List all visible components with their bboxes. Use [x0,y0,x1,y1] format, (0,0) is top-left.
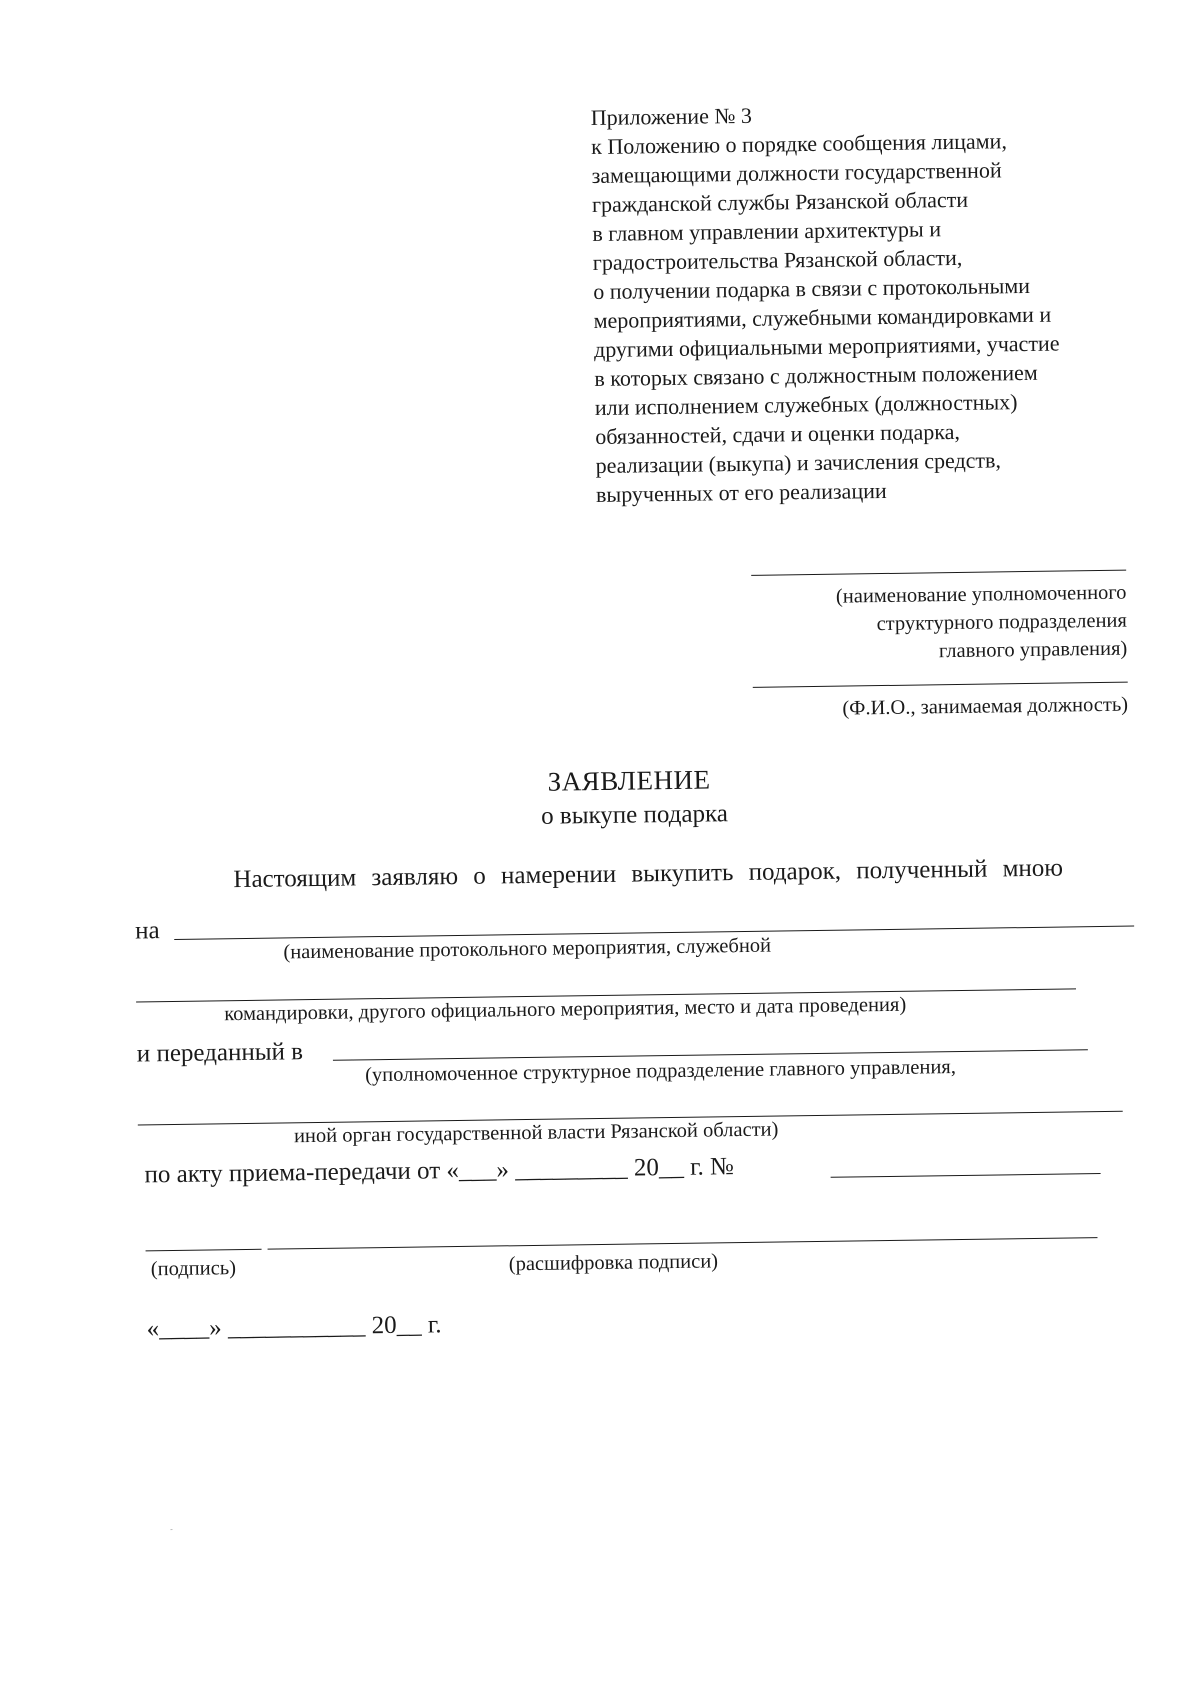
annex-line: Приложение № 3 [590,102,753,131]
on-label: на [134,917,160,945]
annex-line: градостроительства Рязанской области, [592,244,963,276]
signature-caption: (подпись) [150,1257,237,1281]
annex-line: о получении подарка в связи с протокольными [593,272,1031,305]
annex-line: замещающими должности государственной [591,157,1002,189]
recipient-field-line [751,570,1126,576]
transferred-label: и переданный в [136,1038,304,1068]
annex-line: к Положению о порядке сообщения лицами, [591,128,1008,160]
signature-decoding-line [268,1237,1098,1250]
act-number-line [831,1173,1101,1178]
event-caption-1: (наименование протокольного мероприятия, служебной [283,934,772,964]
annex-line: другими официальными мероприятиями, участие [593,330,1060,363]
annex-line: вырученных от его реализации [595,477,887,508]
unit-caption-2: иной орган государственной власти Рязанской области) [293,1118,779,1148]
annex-line: в которых связано с должностным положением [594,359,1038,392]
recipient-caption: (наименование уполномоченного [835,581,1127,608]
annex-block [0,0,1188,508]
sender-field-line [753,682,1128,688]
date-line: «____» ___________ 20__ г. [146,1311,442,1343]
signature-line [146,1249,262,1252]
annex-line: гражданской службы Рязанской области [591,186,969,218]
annex-line: или исполнением служебных (должностных) [594,389,1018,421]
annex-line: мероприятиями, служебными командировками и [593,301,1052,334]
document-subtitle: о выкупе подарка [541,800,729,830]
unit-caption-1: (уполномоченное структурное подразделение главного управления, [364,1056,957,1087]
event-caption-2: командировки, другого официального мероприятия, место и дата проведения) [224,993,907,1026]
sender-caption: (Ф.И.О., занимаемая должность) [842,693,1129,720]
document-title: ЗАЯВЛЕНИЕ [547,764,711,797]
scan-speck [170,1529,172,1530]
recipient-caption: главного управления) [938,637,1128,663]
annex-line: обязанностей, сдачи и оценки подарка, [595,418,961,450]
annex-line: в главном управлении архитектуры и [592,216,942,247]
recipient-caption: структурного подразделения [876,609,1128,636]
act-line: по акту приема-передачи от «___» _________ 20__ г. № [144,1153,735,1189]
intro-text: Настоящим заявляю о намерении выкупить подарок, полученный мною [233,854,1064,894]
signature-decoding-caption: (расшифровка подписи) [508,1250,719,1276]
annex-line: реализации (выкупа) и зачисления средств, [595,447,1002,479]
